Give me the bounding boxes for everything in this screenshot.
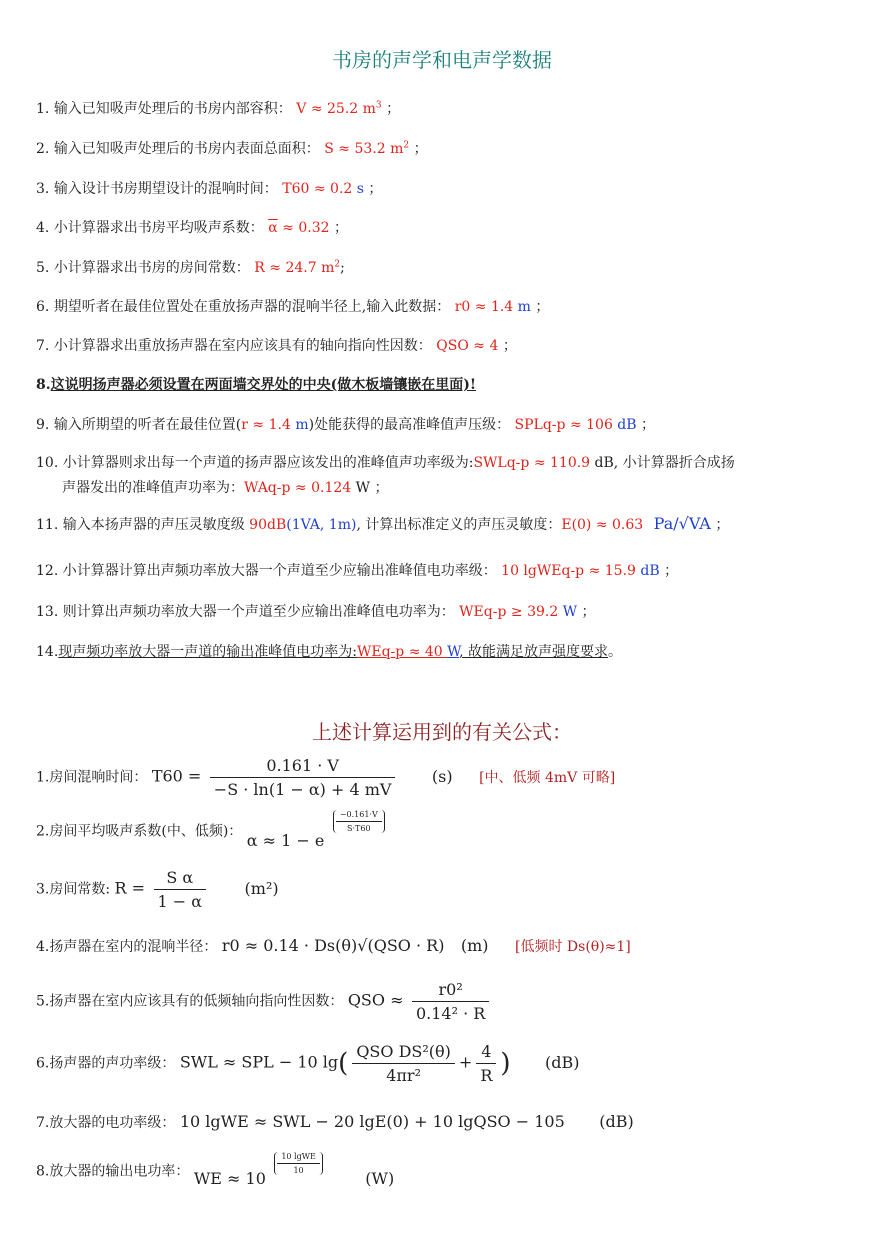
item-label: 输入所期望的听者在最佳位置( <box>53 417 242 433</box>
formula-lhs: SWL ≈ SPL − 10 lg <box>179 1052 339 1072</box>
item-5 <box>36 257 345 277</box>
fraction-numerator: S α <box>166 868 194 887</box>
formula-label: 放大器的输出电功率： <box>49 1163 190 1180</box>
item-label: 小计算器求出书房平均吸声系数： <box>53 220 264 236</box>
item-number: 8. <box>36 377 51 393</box>
formula-unit: (m²) <box>244 878 279 898</box>
item-number: 11. <box>36 517 59 533</box>
formula-note: [低频时 Ds(θ)≈1] <box>515 939 631 955</box>
item-value: 10 lgWEq-p ≈ 15.9 <box>501 563 641 579</box>
formula-unit: (dB) <box>544 1052 580 1072</box>
item-label: 小计算器求出书房的房间常数： <box>53 260 250 276</box>
exponent-fraction <box>333 810 385 833</box>
formula-lhs: R = <box>114 878 146 898</box>
item-10-line-2 <box>62 477 388 497</box>
item-label: 期望听者在最佳位置处在重放扬声器的混响半径上,输入此数据： <box>53 299 451 315</box>
close-paren: ) <box>500 1048 511 1079</box>
formula-fraction <box>352 1042 455 1085</box>
item-label: 输入已知吸声处理后的书房内表面总面积： <box>53 141 320 157</box>
fraction-numerator: 0.161 · V <box>266 756 339 775</box>
item-tail: ； <box>386 101 401 117</box>
item-unit: m <box>362 101 376 117</box>
formulas-title: 上述计算运用到的有关公式： <box>312 720 572 744</box>
item-number: 10. <box>36 455 59 471</box>
fraction-denominator: 0.14² · R <box>412 1001 489 1023</box>
item-tail: ； <box>413 141 428 157</box>
item-2 <box>36 138 428 158</box>
item-value: WEq-p ≥ 39.2 <box>459 604 563 620</box>
formula-unit: (s) <box>431 766 453 786</box>
item-tail: ； <box>334 220 348 236</box>
item-tail: ； <box>715 517 730 533</box>
item-label: 则计算出声频功率放大器一个声道至少应输出准峰值电功率为： <box>62 604 455 620</box>
item-unit: dB <box>640 563 660 579</box>
item-value-2: WAq-p ≈ 0.124 <box>244 480 352 496</box>
item-tail: ； <box>502 338 517 354</box>
formula-label: 房间常数: <box>49 881 111 898</box>
formula-number: 3. <box>36 881 50 898</box>
item-7 <box>36 335 517 355</box>
formula-lhs: WE ≈ 10 <box>193 1168 266 1188</box>
item-label: 输入已知吸声处理后的书房内部容积： <box>53 101 292 117</box>
formula-unit: (dB) <box>599 1112 634 1131</box>
item-label-b: , 故能满足放声强度要求 <box>459 644 609 660</box>
fraction-numerator: QSO DS²(θ) <box>356 1042 451 1061</box>
fraction-numerator: 4 <box>481 1042 492 1061</box>
item-label: 现声频功率放大器一声道的输出准峰值电功率为: <box>58 644 357 660</box>
item-tail: ； <box>664 563 679 579</box>
item-value: S ≈ 53.2 <box>324 141 391 157</box>
item-unit: m <box>517 299 531 315</box>
item-unit: W <box>447 644 460 660</box>
formula-number: 2. <box>36 823 50 840</box>
item-14 <box>36 641 622 661</box>
item-label: 小计算器计算出声频功率放大器一个声道至少应输出准峰值电功率级： <box>62 563 497 579</box>
item-number: 7. <box>36 338 50 354</box>
alpha-symbol: $\overline{\alpha}$ <box>268 220 278 236</box>
item-tail: W ； <box>351 480 389 496</box>
item-number: 6. <box>36 299 50 315</box>
item-tail: 。 <box>608 644 623 660</box>
item-unit: m <box>390 141 404 157</box>
item-number: 4. <box>36 220 50 236</box>
exponent-fraction <box>274 1152 322 1175</box>
formula-label: 房间平均吸声系数(中、低频)： <box>49 823 243 840</box>
item-value: SWLq-p ≈ 110.9 <box>473 455 591 471</box>
item-value: r0 ≈ 1.4 <box>454 299 518 315</box>
item-unit: Pa/√VA <box>653 514 711 533</box>
item-number: 5. <box>36 260 50 276</box>
formula-7 <box>36 1112 634 1132</box>
item-12 <box>36 560 678 580</box>
item-number: 12. <box>36 563 59 579</box>
item-11 <box>36 514 729 534</box>
item-number: 14. <box>36 644 59 660</box>
item-distance: r ≈ 1.4 <box>241 417 296 433</box>
item-value: QSO ≈ 4 <box>436 338 499 354</box>
item-label: 这说明扬声器必须设置在两面墙交界处的中央(做木板墙镶嵌在里面)! <box>50 377 477 393</box>
fraction-denominator: −S · ln(1 − α) + 4 mV <box>210 777 396 799</box>
formula-1 <box>36 756 615 799</box>
item-unit-2: dB <box>617 417 637 433</box>
item-label: 输入设计书房期望设计的混响时间： <box>53 181 278 197</box>
item-6 <box>36 296 549 316</box>
formula-fraction <box>412 980 489 1023</box>
formula-fraction <box>210 756 396 799</box>
formula-number: 5. <box>36 993 50 1010</box>
item-exponent: 2 <box>403 140 410 151</box>
formula-expression: 10 lgWE ≈ SWL − 20 lgE(0) + 10 lgQSO − 105 <box>179 1112 565 1131</box>
item-number: 13. <box>36 604 59 620</box>
fraction-denominator: 1 − α <box>154 889 207 911</box>
formula-number: 4. <box>36 939 50 955</box>
formula-5 <box>36 980 493 1023</box>
item-label-b: )处能获得的最高准峰值声压级： <box>308 417 511 433</box>
formula-label: 扬声器在室内的混响半径： <box>49 939 218 955</box>
item-exponent: 2 <box>334 259 341 270</box>
item-label: 小计算器则求出每一个声道的扬声器应该发出的准峰值声功率级为: <box>62 455 474 471</box>
document-title: 书房的声学和电声学数据 <box>332 48 552 72</box>
item-unit: s <box>356 181 364 197</box>
item-label: 输入本扬声器的声压灵敏度级 <box>62 517 250 533</box>
item-value: V ≈ 25.2 <box>296 101 363 117</box>
item-13 <box>36 601 596 621</box>
item-4 <box>36 217 348 237</box>
item-1 <box>36 98 400 118</box>
formula-note: [中、低频 4mV 可略] <box>479 769 616 786</box>
item-3 <box>36 178 382 198</box>
item-number: 2. <box>36 141 50 157</box>
item-tail: ； <box>368 181 383 197</box>
formula-lhs: T60 = <box>151 766 202 786</box>
formula-label: 放大器的电功率级： <box>49 1115 176 1131</box>
item-label-2: 声器发出的准峰值声功率为： <box>62 480 244 496</box>
formula-number: 1. <box>36 769 50 786</box>
formula-unit: (m) <box>460 936 489 955</box>
item-value: SPLq-p ≈ 106 <box>514 417 618 433</box>
item-value: WEq-p ≈ 40 <box>356 644 448 660</box>
formula-expression: r0 ≈ 0.14 · Ds(θ)√(QSO · R) <box>221 936 445 955</box>
formula-unit: (W) <box>365 1168 395 1188</box>
exponent-numerator: −0.161·V <box>339 810 378 819</box>
exponent-denominator: S·T60 <box>336 821 382 833</box>
formula-label: 房间混响时间： <box>49 769 148 786</box>
fraction-denominator: 4πr² <box>352 1063 455 1085</box>
fraction-denominator: R <box>476 1063 496 1085</box>
exponent-numerator: 10 lgWE <box>281 1152 316 1161</box>
formula-lhs: QSO ≈ <box>347 990 404 1010</box>
item-value: T60 ≈ 0.2 <box>282 181 357 197</box>
formula-label: 扬声器的声功率级： <box>49 1055 176 1072</box>
formula-number: 7. <box>36 1115 50 1131</box>
item-label: 小计算器求出重放扬声器在室内应该具有的轴向指向性因数： <box>53 338 432 354</box>
item-label-b: , 计算出标准定义的声压灵敏度： <box>356 517 562 533</box>
formula-lhs: α ≈ 1 − e <box>246 830 325 850</box>
exponent-denominator: 10 <box>277 1163 319 1175</box>
item-10 <box>36 452 735 472</box>
fraction-numerator: r0² <box>438 980 463 999</box>
item-value-2: E(0) ≈ 0.63 <box>561 517 644 533</box>
item-tail: ； <box>535 299 550 315</box>
formula-fraction <box>154 868 207 911</box>
item-number: 9. <box>36 417 50 433</box>
formula-fraction-2 <box>476 1042 496 1085</box>
formula-4 <box>36 936 631 956</box>
item-number: 3. <box>36 181 50 197</box>
item-unit: m <box>295 417 309 433</box>
item-condition: (1VA, 1m) <box>286 517 357 533</box>
plus-sign: + <box>458 1052 473 1072</box>
item-tail: ； <box>581 604 596 620</box>
formula-label: 扬声器在室内应该具有的低频轴向指向性因数： <box>49 993 344 1010</box>
item-number: 1. <box>36 101 50 117</box>
item-9 <box>36 414 655 434</box>
formula-3 <box>36 868 279 911</box>
item-exponent: 3 <box>375 100 382 111</box>
open-paren: ( <box>338 1048 349 1079</box>
item-tail: ； <box>641 417 655 433</box>
item-value: ≈ 0.32 <box>277 220 330 236</box>
formula-6 <box>36 1042 579 1085</box>
item-tail: ; <box>340 260 345 276</box>
formula-number: 6. <box>36 1055 50 1072</box>
item-value: 90dB <box>249 517 287 533</box>
item-unit: W <box>562 604 578 620</box>
item-unit: m <box>321 260 335 276</box>
item-value: R ≈ 24.7 <box>254 260 322 276</box>
item-8 <box>36 374 476 394</box>
formula-8 <box>36 1152 395 1188</box>
item-mid: dB, 小计算器折合成扬 <box>590 455 735 471</box>
formula-number: 8. <box>36 1163 50 1180</box>
